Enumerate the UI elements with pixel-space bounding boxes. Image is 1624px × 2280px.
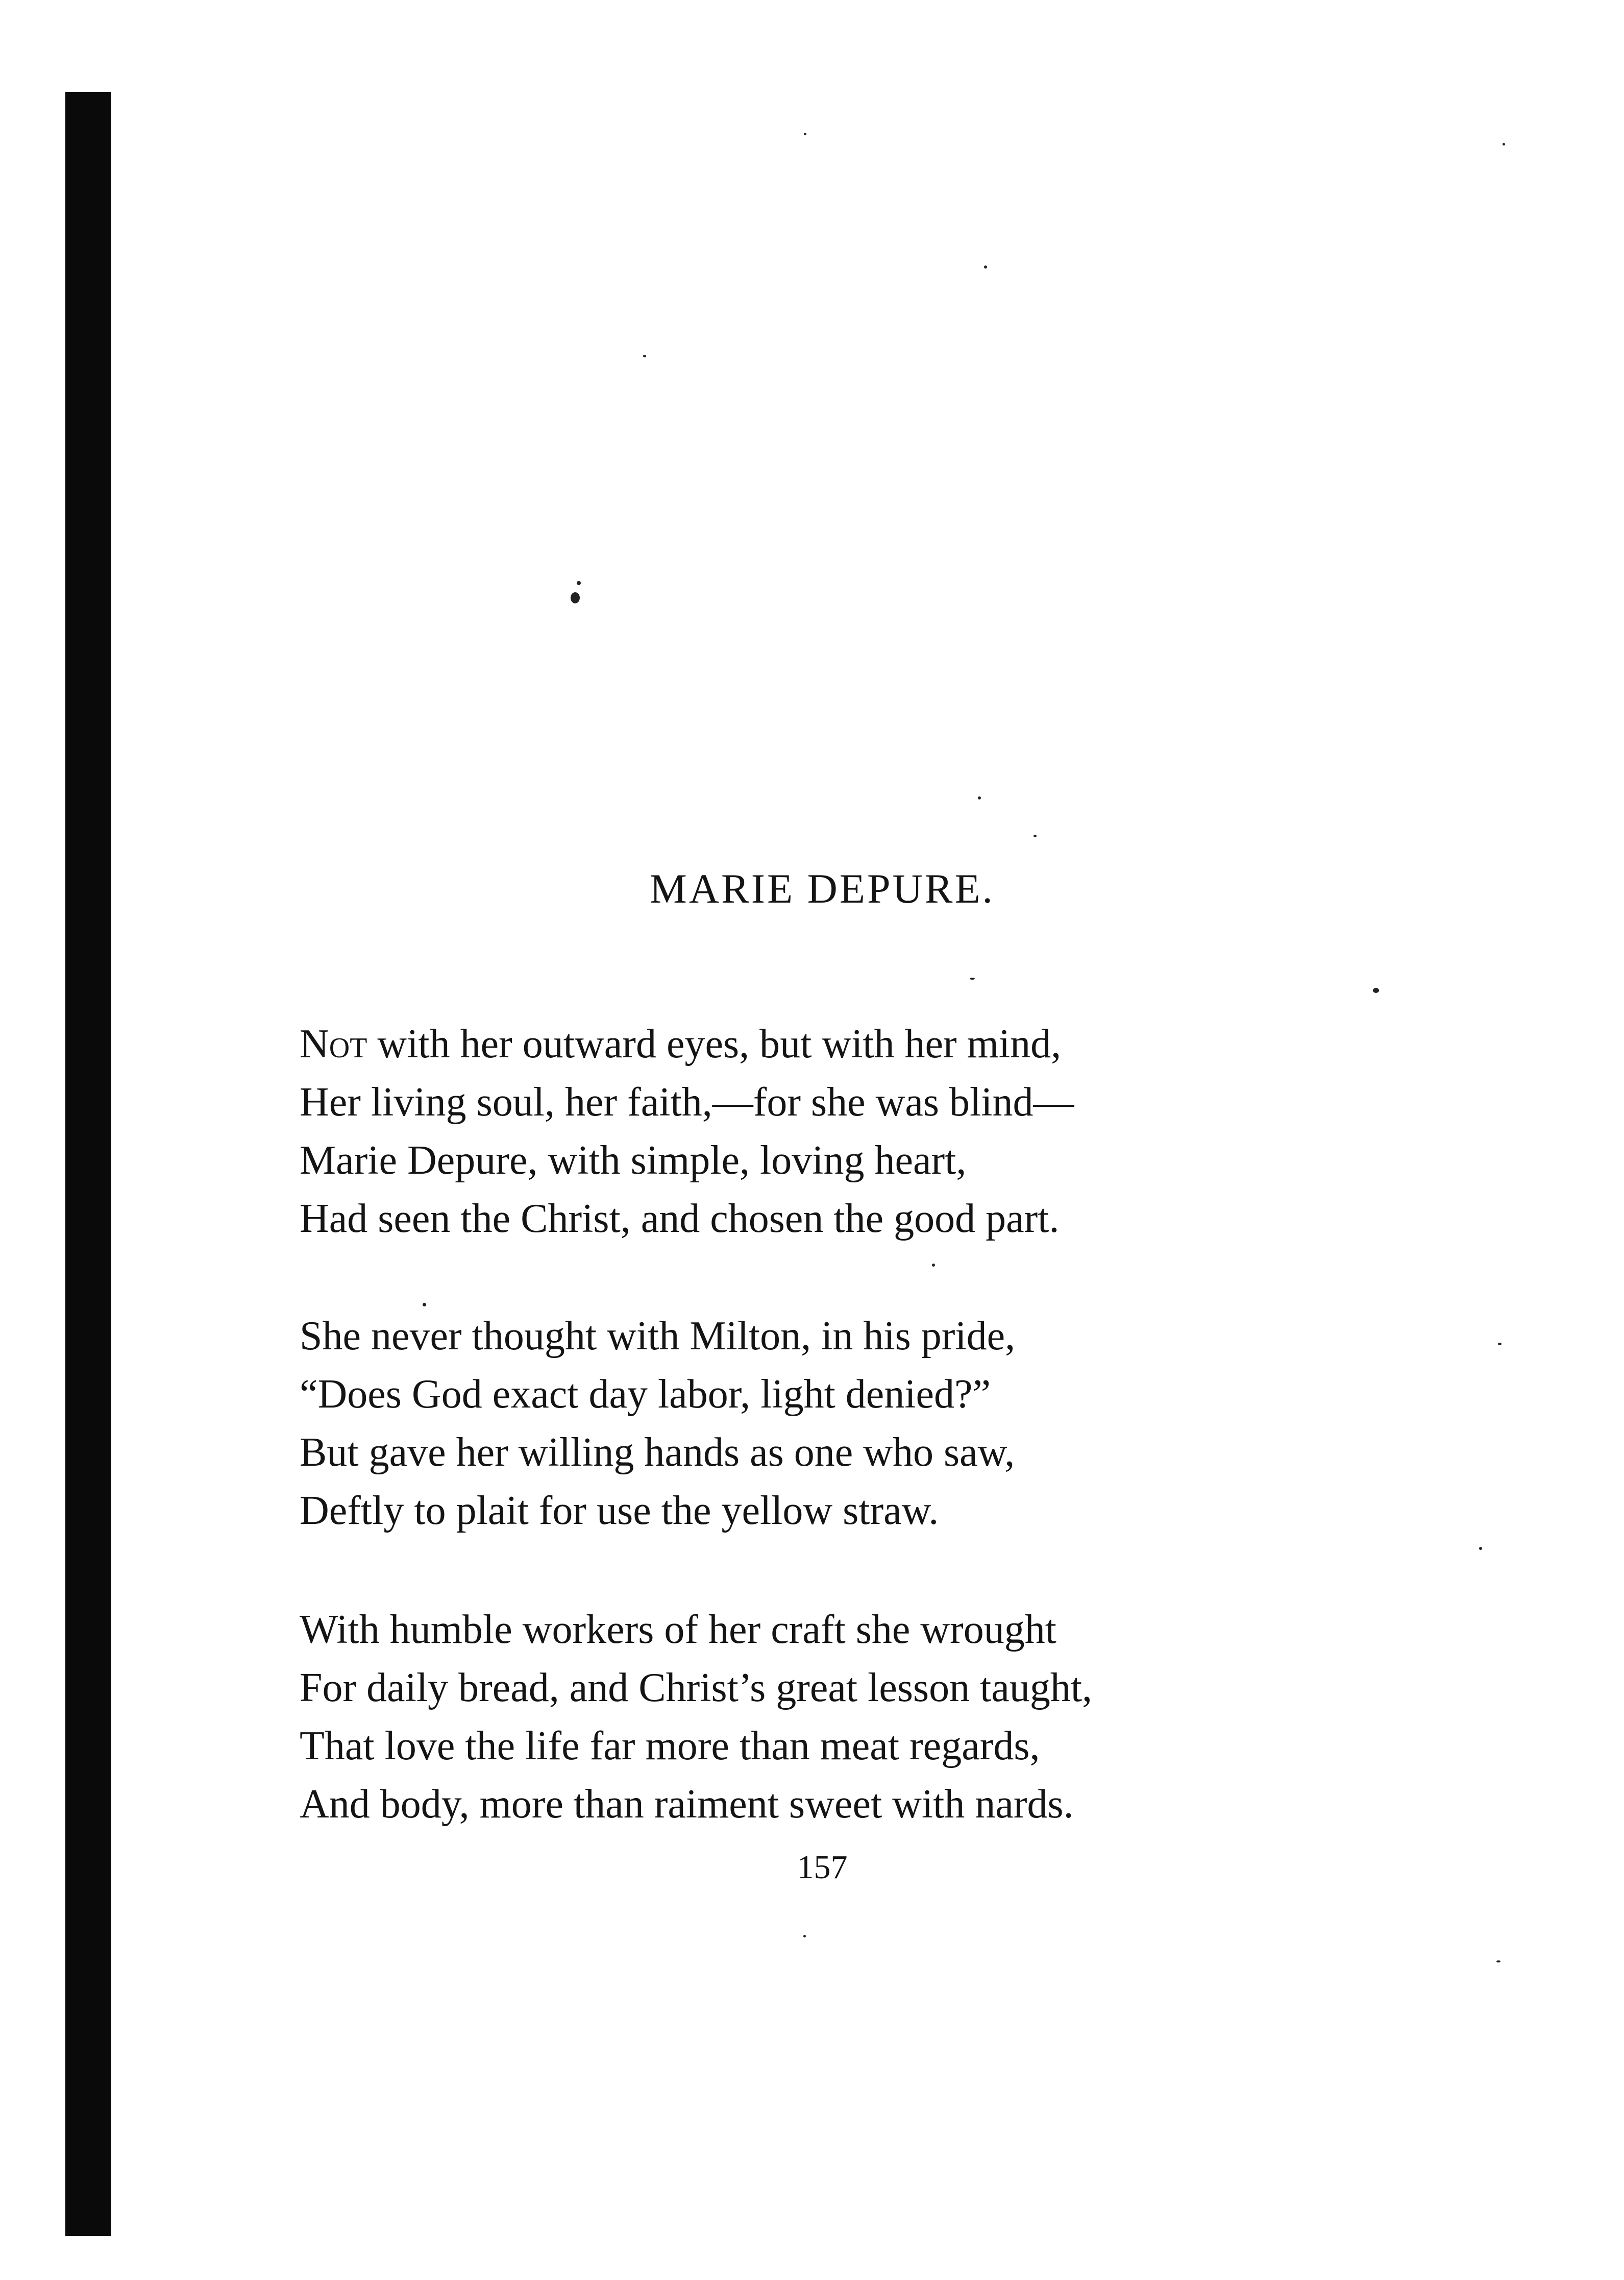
scan-speck: [423, 1303, 426, 1306]
scan-speck: [1373, 988, 1379, 993]
poem-line: That love the life far more than meat regards,: [300, 1724, 1040, 1768]
stanza-1: [300, 1015, 1524, 1248]
scan-speck: [932, 1264, 935, 1267]
poem-line: Deftly to plait for use the yellow straw.: [300, 1488, 939, 1533]
poem-line: With humble workers of her craft she wrought: [300, 1607, 1057, 1652]
scan-speck: [984, 265, 987, 269]
scan-speck: [1496, 1960, 1500, 1962]
poem-title: MARIE DEPURE.: [649, 865, 995, 912]
poem-line: For daily bread, and Christ’s great lesson taught,: [300, 1665, 1093, 1710]
poem-line: But gave her willing hands as one who saw,: [300, 1430, 1015, 1475]
poem-line: “Does God exact day labor, light denied?”: [300, 1372, 991, 1417]
page-number: 157: [797, 1849, 848, 1886]
scan-speck: [1503, 143, 1505, 145]
scan-speck: [577, 581, 581, 585]
poem-line: Had seen the Christ, and chosen the good part.: [300, 1196, 1060, 1241]
poem-line: Marie Depure, with simple, loving heart,: [300, 1138, 967, 1183]
poem-line: And body, more than raiment sweet with nards.: [300, 1782, 1074, 1827]
scan-speck: [970, 978, 975, 980]
poem-line: Not with her outward eyes, but with her mind,: [300, 1022, 1062, 1066]
scan-speck: [1479, 1547, 1482, 1550]
scan-speck: [1034, 835, 1037, 837]
scan-speck: [643, 355, 646, 357]
first-word: Not: [300, 1022, 367, 1066]
poem-line: Her living soul, her faith,—for she was blind—: [300, 1080, 1074, 1125]
scan-speck: [803, 1935, 806, 1937]
stanza-3: [300, 1600, 1524, 1833]
scan-speck: [804, 133, 806, 135]
stanza-2: [300, 1307, 1524, 1540]
scan-speck: [978, 796, 981, 799]
scan-speck: [571, 592, 580, 603]
scan-binding-edge: [65, 92, 111, 2236]
poem-line: She never thought with Milton, in his pride,: [300, 1314, 1016, 1359]
